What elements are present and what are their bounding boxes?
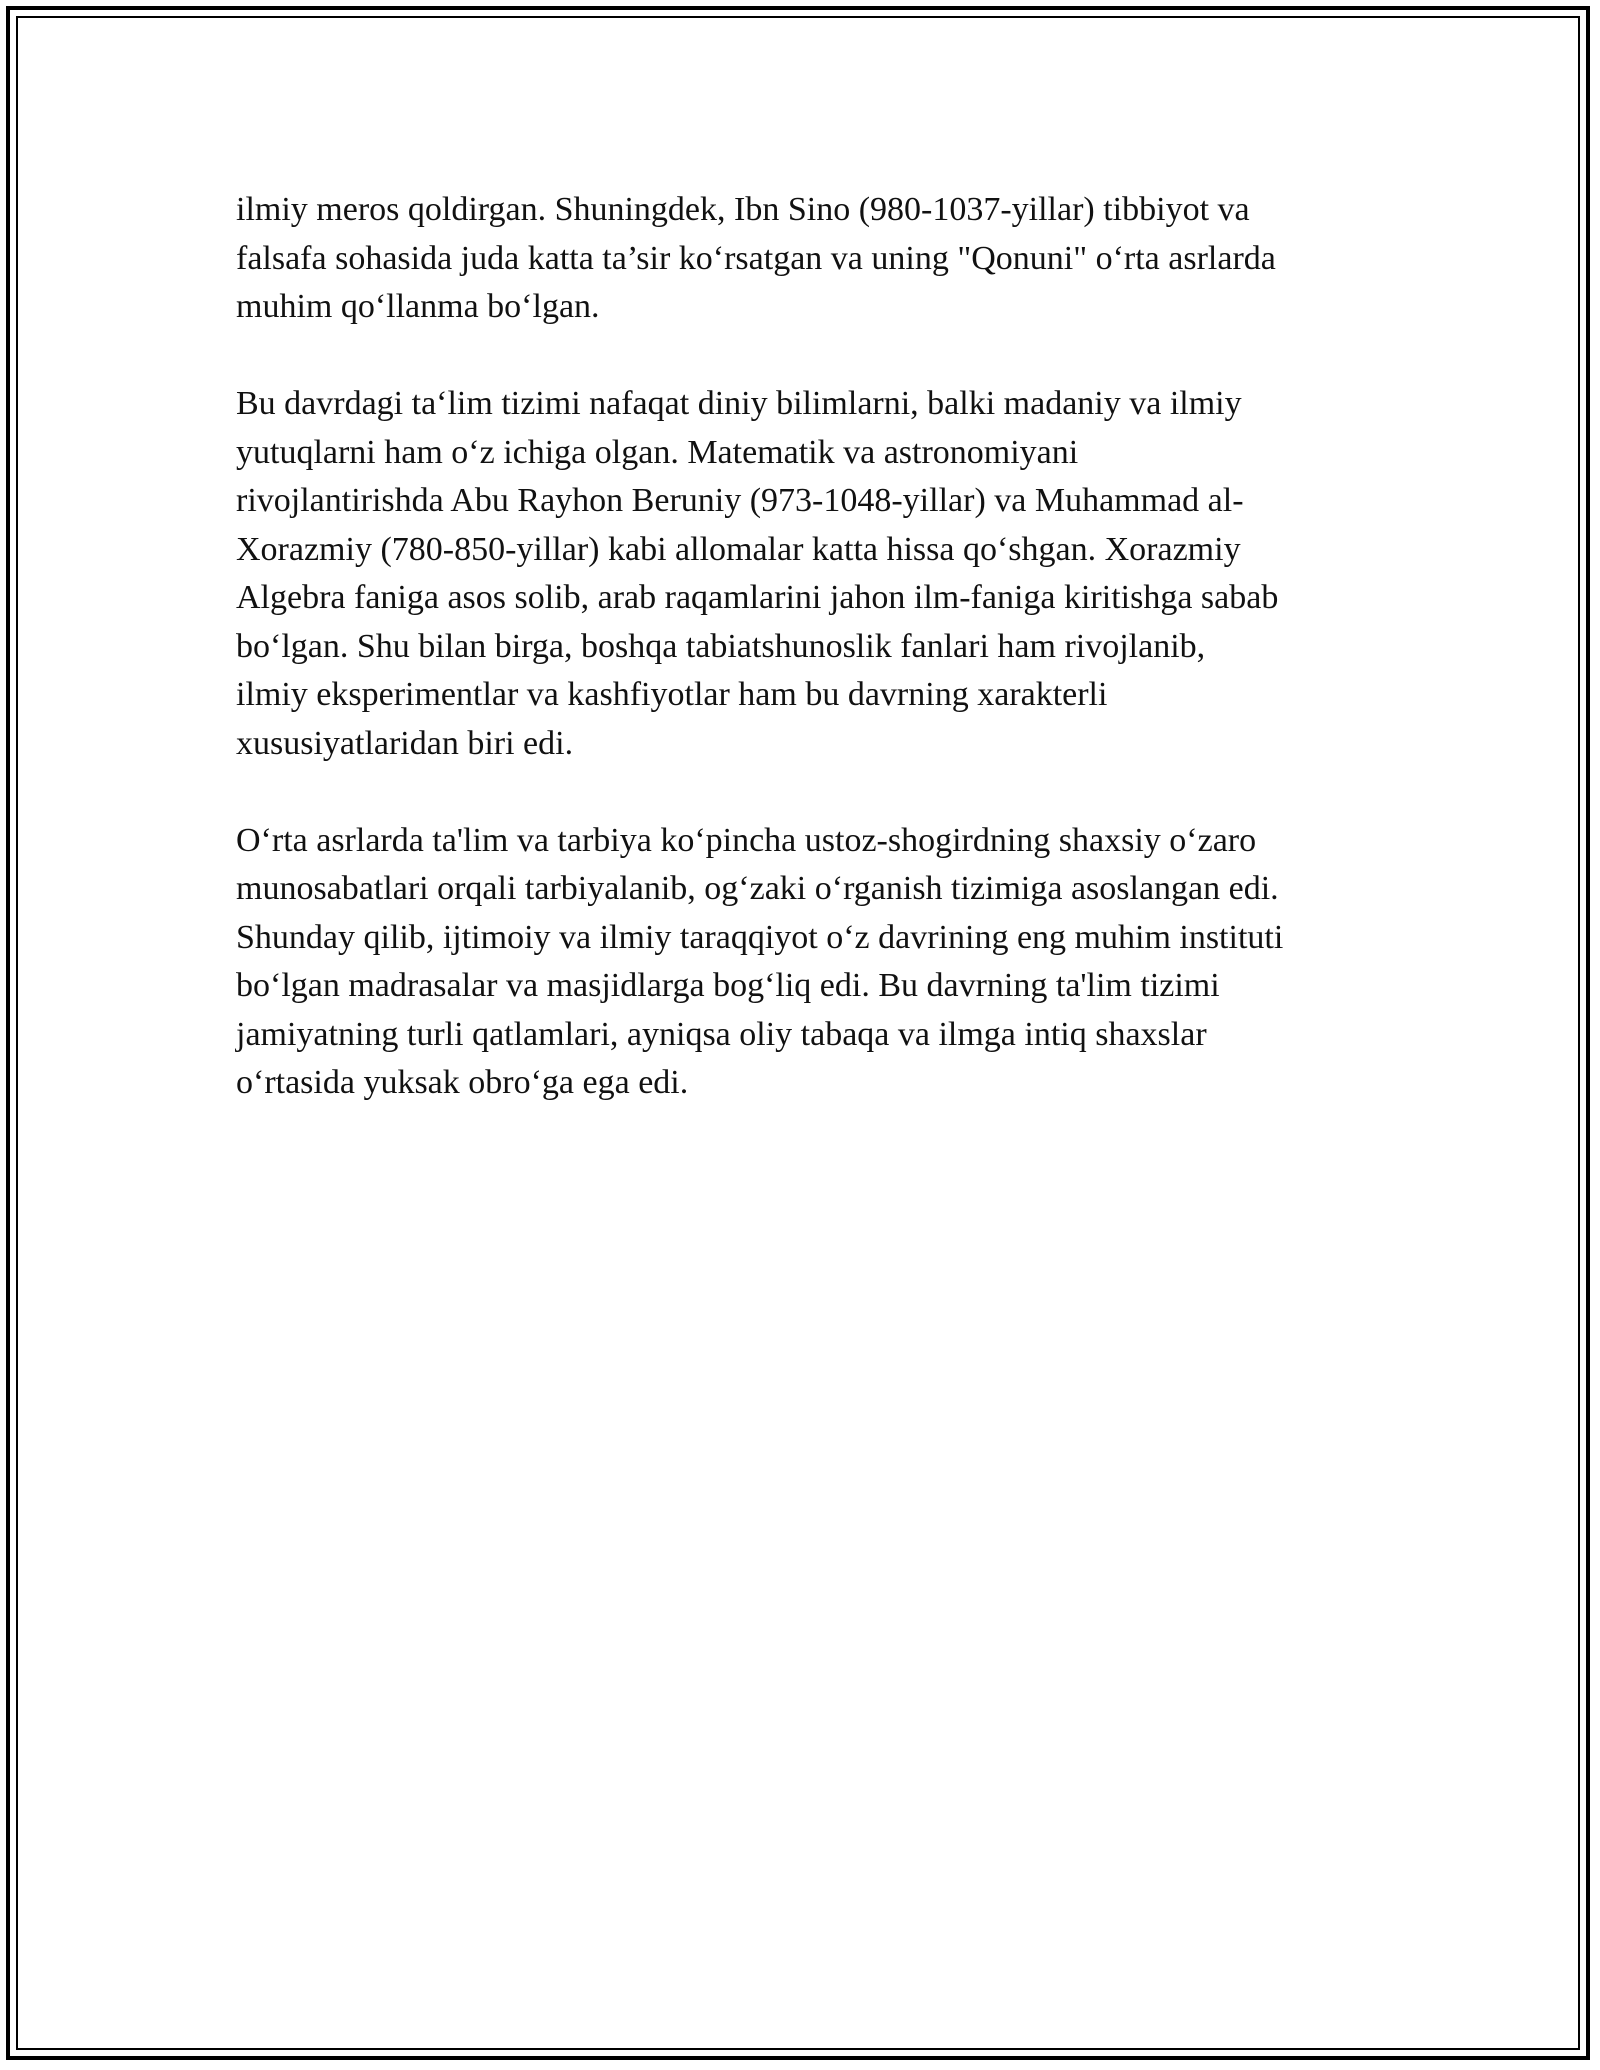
paragraph-2: Bu davrdagi ta‘lim tizimi nafaqat diniy bilimlarni, balki madaniy va ilmiy yutuqlarni ham o‘z ichiga olgan. Matematik va astronomiyani rivojlantirishda Abu Rayhon Beruniy (973-1048-yillar) va Muhammad al- Xorazmiy (780-850-yillar) kabi allomalar katta hissa qo‘shgan. Xorazmiy Algebra faniga asos solib, arab raqamlarini jahon ilm-faniga kiritishga sabab bo‘lgan. Shu bilan birga, boshqa tabiatshunoslik fanlari ham rivojlanib, ilmiy eksperimentlar va kashfiyotlar ham bu davrning xarakterli xususiyatlaridan biri edi. [236, 385, 1279, 762]
paragraph-3: O‘rta asrlarda ta'lim va tarbiya ko‘pincha ustoz-shogirdning shaxsiy o‘zaro munosabatlari orqali tarbiyalanib, og‘zaki o‘rganish tizimiga asoslangan edi. Shunday qilib, ijtimoiy va ilmiy taraqqiyot o‘z davrining eng muhim instituti bo‘lgan madrasalar va masjidlarga bog‘liq edi. Bu davrning ta'lim tizimi jamiyatning turli qatlamlari, ayniqsa oliy tabaqa va ilmga intiq shaxslar o‘rtasida yuksak obro‘ga ega edi. [236, 821, 1284, 1101]
document-body [236, 186, 1376, 1156]
paragraph-1: ilmiy meros qoldirgan. Shuningdek, Ibn Sino (980-1037-yillar) tibbiyot va falsafa sohasida juda katta ta’sir ko‘rsatgan va uning "Qonuni" o‘rta asrlarda muhim qo‘llanma bo‘lgan. [236, 191, 1276, 325]
